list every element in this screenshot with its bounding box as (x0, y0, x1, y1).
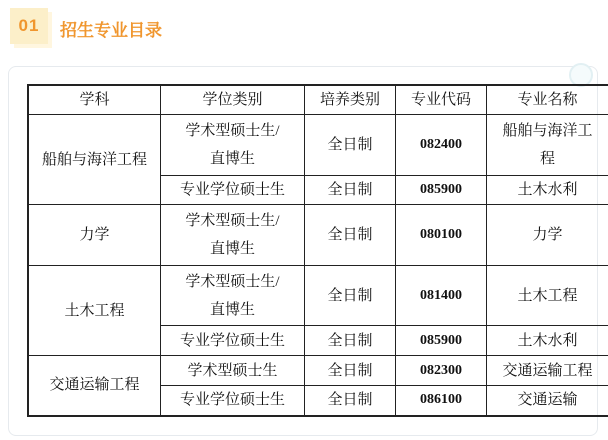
degree-cell (161, 205, 305, 266)
major-name-cell: 土木水利 (487, 176, 608, 205)
major-name-cell: 交通运输工程 (487, 356, 608, 386)
discipline-cell: 船舶与海洋工程 (28, 115, 161, 205)
major-name-cell: 力学 (487, 205, 608, 266)
table-row (28, 356, 608, 386)
study-mode-cell: 全日制 (305, 115, 396, 176)
major-code-cell: 082400 (396, 115, 487, 176)
study-mode-cell: 全日制 (305, 205, 396, 266)
header-major-code: 专业代码 (396, 85, 487, 115)
major-code-cell: 081400 (396, 266, 487, 326)
major-code-cell: 082300 (396, 356, 487, 386)
table-row (28, 115, 608, 176)
major-code-cell: 080100 (396, 205, 487, 266)
major-code-cell: 086100 (396, 386, 487, 416)
major-name-cell: 交通运输 (487, 386, 608, 416)
table-header-row (28, 85, 608, 115)
study-mode-cell: 全日制 (305, 266, 396, 326)
degree-cell: 专业学位硕士生 (161, 386, 305, 416)
table-row (28, 205, 608, 266)
header-study-mode: 培养类别 (305, 85, 396, 115)
degree-cell (161, 266, 305, 326)
degree-cell: 专业学位硕士生 (161, 176, 305, 205)
degree-text: 学术型硕士生/直博生 (185, 273, 280, 318)
section-number: 01 (18, 16, 40, 35)
major-name-cell (487, 115, 608, 176)
degree-cell (161, 115, 305, 176)
major-name-text: 船舶与海洋工程 (502, 123, 593, 167)
study-mode-cell: 全日制 (305, 356, 396, 386)
degree-cell: 学术型硕士生 (161, 356, 305, 386)
major-code-cell: 085900 (396, 176, 487, 205)
degree-text: 学术型硕士生/直博生 (185, 213, 280, 257)
header-degree-type: 学位类别 (161, 85, 305, 115)
table-row (28, 266, 608, 326)
study-mode-cell: 全日制 (305, 176, 396, 205)
discipline-cell: 力学 (28, 205, 161, 266)
discipline-cell: 交通运输工程 (28, 356, 161, 416)
header-major-name: 专业名称 (487, 85, 608, 115)
table-body (28, 115, 608, 416)
study-mode-cell: 全日制 (305, 326, 396, 356)
major-name-cell: 土木工程 (487, 266, 608, 326)
major-code-cell: 085900 (396, 326, 487, 356)
section-number-badge (10, 8, 48, 44)
section-title: 招生专业目录 (60, 21, 162, 40)
study-mode-cell: 全日制 (305, 386, 396, 416)
header-discipline: 学科 (28, 85, 161, 115)
content-card (8, 66, 598, 436)
discipline-cell: 土木工程 (28, 266, 161, 356)
major-name-cell: 土木水利 (487, 326, 608, 356)
table-head (28, 85, 608, 115)
degree-text: 学术型硕士生/直博生 (185, 123, 280, 167)
programs-table (27, 84, 608, 417)
degree-cell: 专业学位硕士生 (161, 326, 305, 356)
